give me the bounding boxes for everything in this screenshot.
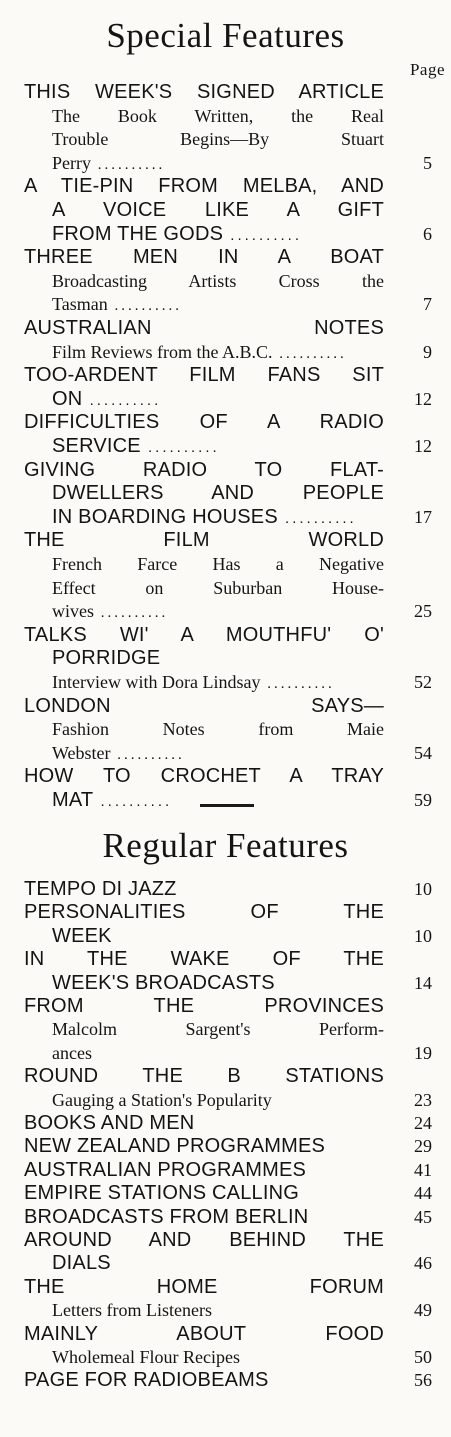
toc-line [24,947,384,971]
toc-line [24,1181,299,1205]
entry-title-line: IN BOARDING HOUSES [52,505,278,528]
toc-line [52,151,165,175]
entry-title-line: THREE MEN IN A BOAT [24,246,384,269]
entry-title-line: A VOICE LIKE A GIFT [52,199,384,221]
page-number: 10 [414,879,432,899]
toc-line [52,717,384,741]
toc-line [52,434,220,458]
entry-title-line: AUSTRALIAN PROGRAMMES [24,1158,307,1181]
leader-dots: .......... [140,439,220,456]
page-number: 49 [414,1300,432,1321]
entry-subtitle-line: Film Reviews from the A.B.C. [52,341,273,362]
page-number: 12 [414,388,432,409]
regular-features-heading: Regular Features [102,826,349,865]
entry-title-line: HOW TO CROCHET A TRAY [24,765,384,788]
toc-line [52,741,185,765]
toc-line [52,198,384,222]
toc-line [24,623,384,647]
leader-dots: .......... [94,605,169,622]
entry-title-line: AROUND AND BEHIND THE [24,1229,384,1251]
entry-title-line: FROM THE GODS [52,222,224,245]
entry-title-line: THE HOME FORUM [24,1275,384,1298]
toc-line [52,387,161,411]
toc-line [24,363,384,387]
toc-line [52,269,384,293]
entry-title-line: SERVICE [52,435,141,457]
toc-line [24,528,384,552]
entry-subtitle-line: wives [52,601,94,622]
page-number: 24 [414,1113,432,1133]
section-divider [200,804,254,807]
entry-subtitle-line: Tasman [52,294,108,315]
entry-title-line: TOO-ARDENT FILM FANS SIT [24,364,384,387]
toc-line [52,576,384,600]
leader-dots: .......... [91,156,166,173]
special-features-heading: Special Features [106,16,345,55]
toc-line [52,292,182,316]
entry-title-line: DIFFICULTIES OF A RADIO [24,411,384,434]
leader-dots: .......... [107,298,182,315]
toc-line [24,1111,194,1135]
toc-line [52,788,172,812]
page-number: 17 [414,506,432,527]
leader-dots: .......... [277,509,357,527]
toc-line [52,924,112,948]
entry-title-line: IN THE WAKE OF THE [24,948,384,971]
toc-line [52,481,384,505]
toc-line [52,1088,272,1112]
entry-title-line: WEEK [52,924,112,947]
entry-title-line: DIALS [52,1252,111,1275]
toc-line [24,458,384,482]
toc-line [52,1298,212,1322]
entry-title-line: MAINLY ABOUT FOOD [24,1322,384,1345]
toc-line [52,670,335,694]
entry-subtitle-line: The Book Written, the Real [52,105,384,126]
entry-subtitle-line: Effect on Suburban House- [52,577,384,598]
toc-line [24,1275,384,1299]
page-number: 56 [414,1370,432,1391]
toc-line [24,1134,325,1158]
toc-line [24,1368,269,1392]
page-number: 23 [414,1089,432,1110]
entry-subtitle-line: Interview with Dora Lindsay [52,672,261,692]
toc-line [24,1322,384,1346]
page-number: 46 [414,1253,432,1274]
entry-title-line: ON [52,387,83,410]
toc-line [24,80,384,104]
toc-line [24,1228,384,1252]
page-number: 9 [423,341,432,362]
entry-title-line: THE FILM WORLD [24,529,384,552]
entry-subtitle-line: Perry [52,152,91,173]
entry-title-line: FROM THE PROVINCES [24,995,384,1017]
toc-line [24,316,384,340]
page-number: 19 [414,1042,432,1063]
toc-line [52,1041,92,1065]
page-number: 44 [414,1183,432,1204]
entry-title-line: TEMPO DI JAZZ [24,878,177,900]
toc-line [24,245,384,269]
entry-subtitle-line: Trouble Begins—By Stuart [52,129,384,150]
page-number: 45 [414,1206,432,1227]
page-number: 7 [423,294,432,315]
page-number: 12 [414,436,432,456]
page-column-label: Page [409,60,445,79]
toc-line [24,1158,306,1182]
toc-line [52,1345,240,1369]
page-number: 10 [414,925,432,946]
entry-subtitle-line: Broadcasting Artists Cross the [52,270,384,291]
entry-subtitle-line: Malcolm Sargent's Perform- [52,1019,384,1040]
page-number: 50 [414,1347,432,1367]
toc-line [52,599,168,623]
leader-dots: .......... [93,793,173,810]
toc-line [24,764,384,788]
toc-line [52,1017,384,1041]
entry-title-line: PERSONALITIES OF THE [24,901,384,924]
toc-line [52,104,384,128]
page-number: 5 [423,152,432,173]
entry-title-line: PAGE FOR RADIOBEAMS [24,1369,269,1392]
entry-title-line: TALKS WI' A MOUTHFU' O' [24,623,384,646]
entry-title-line: WEEK'S BROADCASTS [52,971,275,994]
leader-dots: .......... [223,226,302,244]
toc-line [24,1064,384,1088]
entry-title-line: GIVING RADIO TO FLAT- [24,458,384,481]
toc-line [52,552,384,576]
toc-line [52,646,384,670]
toc-line [24,174,384,198]
toc-line [24,1205,308,1229]
entry-subtitle-line: Letters from Listeners [52,1300,212,1321]
entry-title-line: MAT [52,789,94,811]
entry-subtitle-line: French Farce Has a Negative [52,554,384,574]
entry-subtitle-line: ances [52,1042,92,1063]
entry-title-line: EMPIRE STATIONS CALLING [24,1182,300,1205]
entry-title-line: DWELLERS AND PEOPLE [52,482,384,505]
page-number: 41 [414,1159,432,1180]
toc-line [52,505,357,529]
entry-title-line: PORRIDGE [52,647,161,670]
entry-subtitle-line: Webster [52,742,111,763]
entry-title-line: BOOKS AND MEN [24,1112,195,1134]
entry-subtitle-line: Wholemeal Flour Recipes [52,1347,240,1367]
entry-title-line: ROUND THE B STATIONS [24,1065,384,1088]
entry-subtitle-line: Gauging a Station's Popularity [52,1089,272,1110]
toc-line [52,222,302,246]
page-number: 54 [414,742,432,763]
toc-line [24,410,384,434]
toc-line [52,1251,111,1275]
entry-title-line: THIS WEEK'S SIGNED ARTICLE [24,81,384,103]
entry-title-line: NEW ZEALAND PROGRAMMES [24,1135,326,1158]
page-number: 29 [414,1136,432,1157]
page-number: 25 [414,601,432,622]
toc-line [24,877,177,901]
toc-line [24,994,384,1018]
leader-dots: .......... [110,746,185,763]
leader-dots: .......... [272,345,347,362]
entry-title-line: BROADCASTS FROM BERLIN [24,1205,309,1228]
toc-line [24,900,384,924]
entry-title-line: AUSTRALIAN NOTES [24,317,384,339]
page-number: 6 [423,223,432,244]
page-number: 59 [414,790,432,810]
toc-line [52,340,347,364]
entry-title-line: LONDON SAYS— [24,694,384,717]
page-number: 14 [414,972,432,993]
toc-line [52,127,384,151]
leader-dots: .......... [82,391,162,409]
entry-subtitle-line: Fashion Notes from Maie [52,719,384,740]
toc-line [52,971,275,995]
leader-dots: .......... [260,676,335,692]
entry-title-line: A TIE-PIN FROM MELBA, AND [24,175,384,198]
toc-line [24,694,384,718]
page-number: 52 [414,672,432,692]
